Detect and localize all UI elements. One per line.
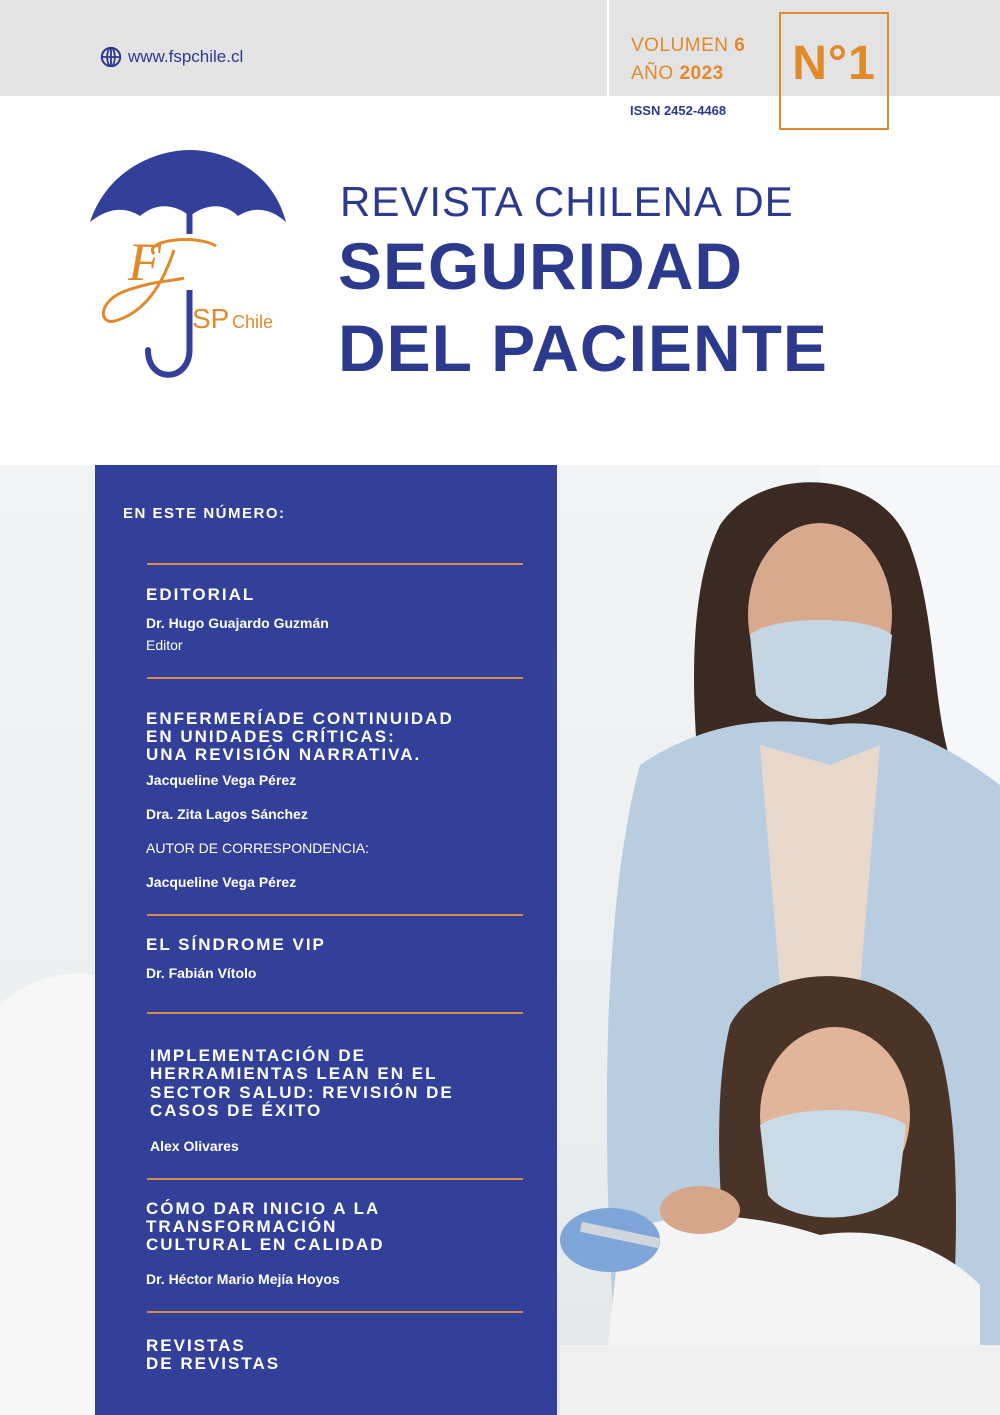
logo-letters-sp: SP [192,303,230,334]
article3-title-line2[interactable]: HERRAMIENTAS LEAN EN EL [150,1064,438,1083]
journal-title-line1: REVISTA CHILENA DE [340,178,794,225]
reviews-title-line2[interactable]: DE REVISTAS [146,1354,281,1373]
divider [147,1311,523,1313]
divider [147,1178,523,1180]
article3-title-line1[interactable]: IMPLEMENTACIÓN DE [150,1046,366,1065]
article4-title-line3[interactable]: CULTURAL EN CALIDAD [146,1235,385,1254]
top-bar-divider [607,0,609,96]
article1-title-line1[interactable]: ENFERMERÍADE CONTINUIDAD [146,709,454,728]
issue-number: N°1 [792,37,876,90]
article1-author1: Jacqueline Vega Pérez [146,772,297,788]
globe-icon [100,46,122,68]
year-value: 2023 [679,63,724,84]
website-text[interactable]: www.fspchile.cl [128,47,244,66]
editorial-author: Dr. Hugo Guajardo Guzmán [146,615,329,631]
divider [147,1012,523,1014]
article1-author2: Dra. Zita Lagos Sánchez [146,806,308,822]
volume-info [631,32,745,88]
article1-title-line2[interactable]: EN UNIDADES CRÍTICAS: [146,727,396,746]
contents-heading: EN ESTE NÚMERO: [123,505,286,522]
article4-title-line1[interactable]: CÓMO DAR INICIO A LA [146,1199,381,1218]
article1-correspondence-label: AUTOR DE CORRESPONDENCIA: [146,840,369,856]
volume-label: VOLUMEN [631,35,729,56]
editorial-role: Editor [146,637,183,653]
divider [147,677,523,679]
issn: ISSN 2452-4468 [630,103,727,118]
contents-panel [95,465,557,1415]
divider [147,563,523,565]
article3-author: Alex Olivares [150,1138,239,1154]
article2-author: Dr. Fabián Vítolo [146,965,257,981]
journal-title-line2: SEGURIDAD [338,229,744,303]
logo-letter-f: F [128,232,161,292]
article1-correspondence-author: Jacqueline Vega Pérez [146,874,297,890]
article3-title-line4[interactable]: CASOS DE ÉXITO [150,1101,323,1120]
article4-title-line2[interactable]: TRANSFORMACIÓN [146,1217,338,1236]
reviews-title-line1[interactable]: REVISTAS [146,1336,246,1355]
year-label: AÑO [631,63,674,84]
editorial-title[interactable]: EDITORIAL [146,585,256,604]
fsp-chile-logo [88,150,288,386]
volume-number: 6 [734,35,746,56]
issue-number-box [779,12,889,130]
divider [147,914,523,916]
website-link[interactable] [100,46,243,68]
article2-title[interactable]: EL SÍNDROME VIP [146,935,326,954]
article4-author: Dr. Héctor Mario Mejía Hoyos [146,1271,340,1287]
article3-title-line3[interactable]: SECTOR SALUD: REVISIÓN DE [150,1083,454,1102]
article1-title-line3[interactable]: UNA REVISIÓN NARRATIVA. [146,745,422,764]
journal-title-line3: DEL PACIENTE [338,311,828,385]
logo-word-chile: Chile [232,312,274,332]
